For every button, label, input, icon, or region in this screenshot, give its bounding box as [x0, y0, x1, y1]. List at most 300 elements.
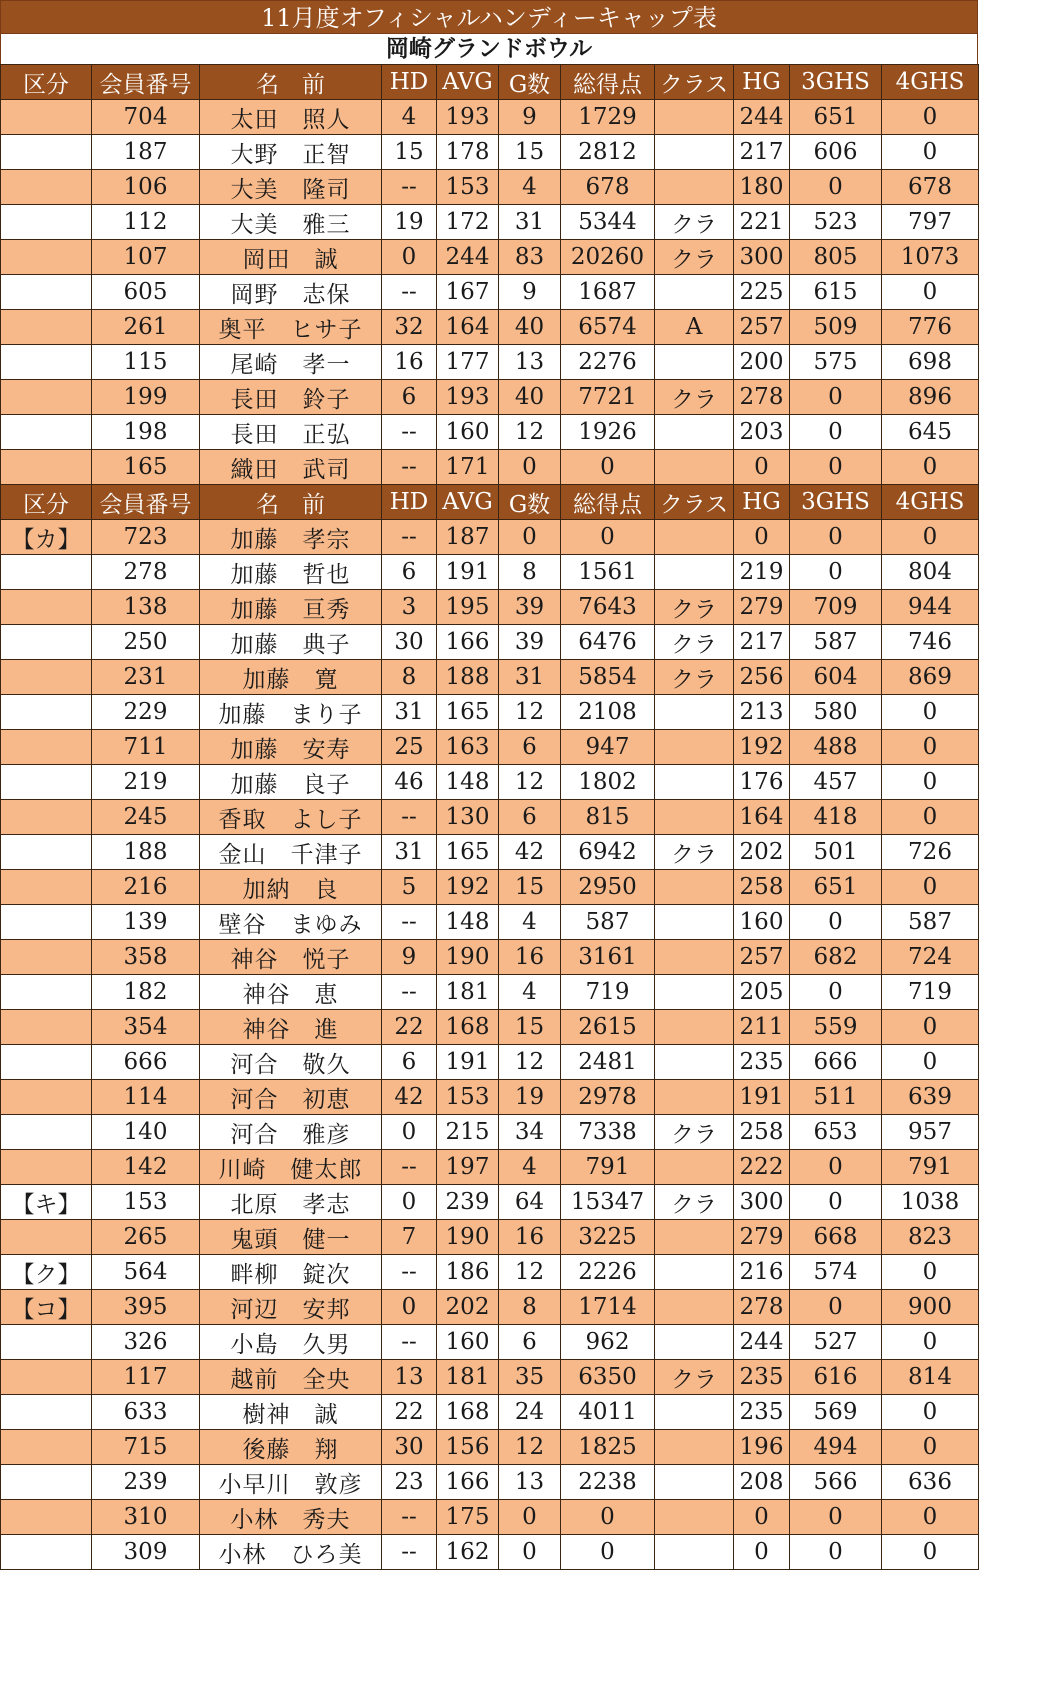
games-cell: 12 — [499, 1045, 561, 1080]
games-cell: 16 — [499, 1220, 561, 1255]
4ghs-cell: 0 — [882, 520, 979, 555]
header-games: G数 — [499, 65, 561, 100]
hd-cell: 5 — [382, 870, 437, 905]
total-score-cell: 6942 — [561, 835, 655, 870]
4ghs-cell: 896 — [882, 380, 979, 415]
header-total: 総得点 — [561, 485, 655, 520]
games-cell: 34 — [499, 1115, 561, 1150]
avg-cell: 168 — [437, 1010, 499, 1045]
4ghs-cell: 678 — [882, 170, 979, 205]
kubun-cell — [1, 1430, 92, 1465]
avg-cell: 156 — [437, 1430, 499, 1465]
member-no-cell: 142 — [92, 1150, 200, 1185]
table-row — [1, 1010, 979, 1045]
3ghs-cell: 651 — [790, 100, 882, 135]
avg-cell: 162 — [437, 1535, 499, 1570]
hd-cell: 13 — [382, 1360, 437, 1395]
hg-cell: 279 — [734, 590, 790, 625]
hd-cell: -- — [382, 275, 437, 310]
member-name-cell: 大美 雅三 — [200, 205, 382, 240]
class-cell — [655, 1080, 734, 1115]
kubun-cell — [1, 170, 92, 205]
3ghs-cell: 0 — [790, 415, 882, 450]
avg-cell: 166 — [437, 1465, 499, 1500]
hd-cell: 6 — [382, 1045, 437, 1080]
kubun-cell — [1, 100, 92, 135]
4ghs-cell: 726 — [882, 835, 979, 870]
games-cell: 12 — [499, 765, 561, 800]
games-cell: 15 — [499, 1010, 561, 1045]
class-cell — [655, 1500, 734, 1535]
total-score-cell: 7338 — [561, 1115, 655, 1150]
header-member-no: 会員番号 — [92, 65, 200, 100]
hg-cell: 257 — [734, 310, 790, 345]
games-cell: 4 — [499, 975, 561, 1010]
class-cell: クラ — [655, 1360, 734, 1395]
member-no-cell: 715 — [92, 1430, 200, 1465]
hg-cell: 257 — [734, 940, 790, 975]
total-score-cell: 2812 — [561, 135, 655, 170]
hg-cell: 196 — [734, 1430, 790, 1465]
kubun-cell — [1, 135, 92, 170]
hg-cell: 278 — [734, 380, 790, 415]
hd-cell: 8 — [382, 660, 437, 695]
member-no-cell: 187 — [92, 135, 200, 170]
3ghs-cell: 488 — [790, 730, 882, 765]
3ghs-cell: 575 — [790, 345, 882, 380]
avg-cell: 160 — [437, 415, 499, 450]
class-cell — [655, 450, 734, 485]
member-name-cell: 小島 久男 — [200, 1325, 382, 1360]
member-name-cell: 川崎 健太郎 — [200, 1150, 382, 1185]
table-row — [1, 310, 979, 345]
avg-cell: 167 — [437, 275, 499, 310]
hg-cell: 203 — [734, 415, 790, 450]
kubun-cell — [1, 345, 92, 380]
games-cell: 0 — [499, 1535, 561, 1570]
member-no-cell: 711 — [92, 730, 200, 765]
games-cell: 6 — [499, 730, 561, 765]
4ghs-cell: 1073 — [882, 240, 979, 275]
total-score-cell: 1926 — [561, 415, 655, 450]
hd-cell: 7 — [382, 1220, 437, 1255]
kubun-cell — [1, 205, 92, 240]
table-header-row — [1, 65, 979, 100]
member-no-cell: 666 — [92, 1045, 200, 1080]
table-row — [1, 1290, 979, 1325]
4ghs-cell: 0 — [882, 1430, 979, 1465]
4ghs-cell: 823 — [882, 1220, 979, 1255]
games-cell: 12 — [499, 415, 561, 450]
header-avg: AVG — [437, 65, 499, 100]
kubun-cell — [1, 1220, 92, 1255]
total-score-cell: 587 — [561, 905, 655, 940]
total-score-cell: 7721 — [561, 380, 655, 415]
class-cell — [655, 1150, 734, 1185]
member-no-cell: 358 — [92, 940, 200, 975]
class-cell — [655, 1535, 734, 1570]
4ghs-cell: 636 — [882, 1465, 979, 1500]
4ghs-cell: 957 — [882, 1115, 979, 1150]
4ghs-cell: 869 — [882, 660, 979, 695]
avg-cell: 191 — [437, 555, 499, 590]
kubun-cell — [1, 625, 92, 660]
table-row — [1, 240, 979, 275]
table-row — [1, 345, 979, 380]
games-cell: 83 — [499, 240, 561, 275]
kubun-cell — [1, 1115, 92, 1150]
avg-cell: 175 — [437, 1500, 499, 1535]
hg-cell: 208 — [734, 1465, 790, 1500]
header-games: G数 — [499, 485, 561, 520]
class-cell: クラ — [655, 380, 734, 415]
hg-cell: 211 — [734, 1010, 790, 1045]
hd-cell: 16 — [382, 345, 437, 380]
3ghs-cell: 0 — [790, 1185, 882, 1220]
avg-cell: 165 — [437, 695, 499, 730]
hg-cell: 258 — [734, 1115, 790, 1150]
class-cell — [655, 1395, 734, 1430]
kubun-cell — [1, 1010, 92, 1045]
member-name-cell: 河合 敬久 — [200, 1045, 382, 1080]
kubun-cell — [1, 800, 92, 835]
kubun-cell — [1, 870, 92, 905]
avg-cell: 181 — [437, 975, 499, 1010]
member-name-cell: 加藤 哲也 — [200, 555, 382, 590]
total-score-cell: 2226 — [561, 1255, 655, 1290]
kubun-cell — [1, 555, 92, 590]
hd-cell: -- — [382, 450, 437, 485]
hd-cell: 46 — [382, 765, 437, 800]
header-hd: HD — [382, 65, 437, 100]
hd-cell: 31 — [382, 835, 437, 870]
table-row — [1, 625, 979, 660]
hd-cell: 22 — [382, 1395, 437, 1430]
member-no-cell: 140 — [92, 1115, 200, 1150]
3ghs-cell: 559 — [790, 1010, 882, 1045]
member-name-cell: 鬼頭 健一 — [200, 1220, 382, 1255]
hd-cell: -- — [382, 800, 437, 835]
games-cell: 12 — [499, 1430, 561, 1465]
3ghs-cell: 457 — [790, 765, 882, 800]
total-score-cell: 2978 — [561, 1080, 655, 1115]
4ghs-cell: 639 — [882, 1080, 979, 1115]
kubun-cell — [1, 310, 92, 345]
total-score-cell: 1714 — [561, 1290, 655, 1325]
member-no-cell: 115 — [92, 345, 200, 380]
class-cell — [655, 415, 734, 450]
hg-cell: 200 — [734, 345, 790, 380]
hg-cell: 0 — [734, 1535, 790, 1570]
3ghs-cell: 653 — [790, 1115, 882, 1150]
avg-cell: 178 — [437, 135, 499, 170]
3ghs-cell: 0 — [790, 1500, 882, 1535]
total-score-cell: 791 — [561, 1150, 655, 1185]
total-score-cell: 0 — [561, 1535, 655, 1570]
3ghs-cell: 527 — [790, 1325, 882, 1360]
games-cell: 12 — [499, 695, 561, 730]
header-hd: HD — [382, 485, 437, 520]
header-avg: AVG — [437, 485, 499, 520]
total-score-cell: 815 — [561, 800, 655, 835]
kubun-cell: 【ク】 — [1, 1255, 92, 1290]
games-cell: 39 — [499, 590, 561, 625]
member-name-cell: 太田 照人 — [200, 100, 382, 135]
kubun-cell — [1, 695, 92, 730]
total-score-cell: 2481 — [561, 1045, 655, 1080]
table-row — [1, 380, 979, 415]
avg-cell: 181 — [437, 1360, 499, 1395]
total-score-cell: 1729 — [561, 100, 655, 135]
header-kubun: 区分 — [1, 65, 92, 100]
hg-cell: 202 — [734, 835, 790, 870]
4ghs-cell: 944 — [882, 590, 979, 625]
member-name-cell: 河合 初恵 — [200, 1080, 382, 1115]
table-header-row — [1, 485, 979, 520]
hg-cell: 217 — [734, 625, 790, 660]
table-row — [1, 450, 979, 485]
4ghs-cell: 0 — [882, 1045, 979, 1080]
total-score-cell: 2615 — [561, 1010, 655, 1045]
member-name-cell: 加藤 良子 — [200, 765, 382, 800]
avg-cell: 188 — [437, 660, 499, 695]
3ghs-cell: 651 — [790, 870, 882, 905]
class-cell — [655, 170, 734, 205]
kubun-cell — [1, 835, 92, 870]
3ghs-cell: 805 — [790, 240, 882, 275]
total-score-cell: 6350 — [561, 1360, 655, 1395]
games-cell: 39 — [499, 625, 561, 660]
games-cell: 12 — [499, 1255, 561, 1290]
table-row — [1, 520, 979, 555]
4ghs-cell: 0 — [882, 1325, 979, 1360]
games-cell: 42 — [499, 835, 561, 870]
hd-cell: 25 — [382, 730, 437, 765]
hg-cell: 235 — [734, 1360, 790, 1395]
avg-cell: 153 — [437, 170, 499, 205]
4ghs-cell: 0 — [882, 730, 979, 765]
hd-cell: 0 — [382, 1115, 437, 1150]
games-cell: 16 — [499, 940, 561, 975]
games-cell: 40 — [499, 380, 561, 415]
4ghs-cell: 0 — [882, 135, 979, 170]
header-3ghs: 3GHS — [790, 65, 882, 100]
kubun-cell: 【コ】 — [1, 1290, 92, 1325]
4ghs-cell: 0 — [882, 1500, 979, 1535]
avg-cell: 160 — [437, 1325, 499, 1360]
avg-cell: 172 — [437, 205, 499, 240]
hg-cell: 221 — [734, 205, 790, 240]
games-cell: 35 — [499, 1360, 561, 1395]
class-cell — [655, 135, 734, 170]
table-row — [1, 905, 979, 940]
4ghs-cell: 814 — [882, 1360, 979, 1395]
member-name-cell: 壁谷 まゆみ — [200, 905, 382, 940]
header-name: 名 前 — [200, 65, 382, 100]
total-score-cell: 0 — [561, 1500, 655, 1535]
avg-cell: 166 — [437, 625, 499, 660]
member-no-cell: 326 — [92, 1325, 200, 1360]
table-row — [1, 660, 979, 695]
avg-cell: 163 — [437, 730, 499, 765]
3ghs-cell: 580 — [790, 695, 882, 730]
member-name-cell: 長田 正弘 — [200, 415, 382, 450]
kubun-cell — [1, 275, 92, 310]
table-row — [1, 1220, 979, 1255]
class-cell: クラ — [655, 1115, 734, 1150]
avg-cell: 191 — [437, 1045, 499, 1080]
total-score-cell: 3161 — [561, 940, 655, 975]
hg-cell: 235 — [734, 1045, 790, 1080]
total-score-cell: 6574 — [561, 310, 655, 345]
games-cell: 0 — [499, 520, 561, 555]
games-cell: 8 — [499, 555, 561, 590]
hg-cell: 300 — [734, 240, 790, 275]
hd-cell: 0 — [382, 1185, 437, 1220]
hg-cell: 205 — [734, 975, 790, 1010]
table-row — [1, 590, 979, 625]
table-row — [1, 100, 979, 135]
table-row — [1, 170, 979, 205]
hg-cell: 216 — [734, 1255, 790, 1290]
member-no-cell: 139 — [92, 905, 200, 940]
table-row — [1, 1465, 979, 1500]
hg-cell: 164 — [734, 800, 790, 835]
class-cell — [655, 730, 734, 765]
3ghs-cell: 501 — [790, 835, 882, 870]
member-no-cell: 231 — [92, 660, 200, 695]
header-4ghs: 4GHS — [882, 485, 979, 520]
table-row — [1, 1500, 979, 1535]
4ghs-cell: 645 — [882, 415, 979, 450]
table-row — [1, 275, 979, 310]
hd-cell: -- — [382, 520, 437, 555]
total-score-cell: 0 — [561, 520, 655, 555]
kubun-cell — [1, 1080, 92, 1115]
3ghs-cell: 0 — [790, 1150, 882, 1185]
avg-cell: 171 — [437, 450, 499, 485]
table-body — [1, 100, 979, 1570]
member-no-cell: 106 — [92, 170, 200, 205]
hg-cell: 176 — [734, 765, 790, 800]
avg-cell: 239 — [437, 1185, 499, 1220]
member-name-cell: 後藤 翔 — [200, 1430, 382, 1465]
member-no-cell: 153 — [92, 1185, 200, 1220]
header-hg: HG — [734, 65, 790, 100]
avg-cell: 186 — [437, 1255, 499, 1290]
4ghs-cell: 0 — [882, 450, 979, 485]
4ghs-cell: 698 — [882, 345, 979, 380]
hd-cell: 0 — [382, 240, 437, 275]
member-name-cell: 奥平 ヒサ子 — [200, 310, 382, 345]
class-cell — [655, 1255, 734, 1290]
member-name-cell: 小林 ひろ美 — [200, 1535, 382, 1570]
bowling-center-name: 岡崎グランドボウル — [0, 34, 978, 64]
games-cell: 0 — [499, 450, 561, 485]
hd-cell: -- — [382, 1535, 437, 1570]
games-cell: 6 — [499, 1325, 561, 1360]
class-cell: クラ — [655, 240, 734, 275]
member-name-cell: 加納 良 — [200, 870, 382, 905]
class-cell — [655, 905, 734, 940]
games-cell: 64 — [499, 1185, 561, 1220]
member-no-cell: 229 — [92, 695, 200, 730]
header-3ghs: 3GHS — [790, 485, 882, 520]
member-no-cell: 239 — [92, 1465, 200, 1500]
games-cell: 4 — [499, 1150, 561, 1185]
class-cell — [655, 100, 734, 135]
member-name-cell: 畔柳 錠次 — [200, 1255, 382, 1290]
hg-cell: 0 — [734, 450, 790, 485]
member-name-cell: 河辺 安邦 — [200, 1290, 382, 1325]
hg-cell: 278 — [734, 1290, 790, 1325]
member-no-cell: 310 — [92, 1500, 200, 1535]
total-score-cell: 1802 — [561, 765, 655, 800]
hd-cell: -- — [382, 975, 437, 1010]
hd-cell: 0 — [382, 1290, 437, 1325]
games-cell: 8 — [499, 1290, 561, 1325]
member-name-cell: 香取 よし子 — [200, 800, 382, 835]
total-score-cell: 3225 — [561, 1220, 655, 1255]
total-score-cell: 2108 — [561, 695, 655, 730]
sheet-title: 11月度オフィシャルハンディーキャップ表 — [0, 0, 978, 34]
avg-cell: 168 — [437, 1395, 499, 1430]
class-cell: クラ — [655, 1185, 734, 1220]
table-row — [1, 205, 979, 240]
total-score-cell: 2238 — [561, 1465, 655, 1500]
avg-cell: 177 — [437, 345, 499, 380]
member-name-cell: 加藤 安寿 — [200, 730, 382, 765]
class-cell — [655, 870, 734, 905]
member-name-cell: 大美 隆司 — [200, 170, 382, 205]
games-cell: 40 — [499, 310, 561, 345]
table-row — [1, 1360, 979, 1395]
class-cell — [655, 940, 734, 975]
hd-cell: -- — [382, 1325, 437, 1360]
member-name-cell: 織田 武司 — [200, 450, 382, 485]
kubun-cell — [1, 765, 92, 800]
total-score-cell: 1561 — [561, 555, 655, 590]
member-name-cell: 小林 秀夫 — [200, 1500, 382, 1535]
member-no-cell: 198 — [92, 415, 200, 450]
hd-cell: 19 — [382, 205, 437, 240]
kubun-cell — [1, 415, 92, 450]
member-no-cell: 265 — [92, 1220, 200, 1255]
class-cell — [655, 1220, 734, 1255]
total-score-cell: 1825 — [561, 1430, 655, 1465]
avg-cell: 130 — [437, 800, 499, 835]
avg-cell: 164 — [437, 310, 499, 345]
total-score-cell: 962 — [561, 1325, 655, 1360]
class-cell — [655, 800, 734, 835]
header-total: 総得点 — [561, 65, 655, 100]
member-no-cell: 704 — [92, 100, 200, 135]
header-hg: HG — [734, 485, 790, 520]
kubun-cell — [1, 905, 92, 940]
kubun-cell — [1, 450, 92, 485]
hg-cell: 244 — [734, 1325, 790, 1360]
class-cell — [655, 345, 734, 380]
member-no-cell: 395 — [92, 1290, 200, 1325]
3ghs-cell: 604 — [790, 660, 882, 695]
kubun-cell — [1, 1325, 92, 1360]
kubun-cell — [1, 1045, 92, 1080]
avg-cell: 187 — [437, 520, 499, 555]
hd-cell: -- — [382, 1500, 437, 1535]
member-name-cell: 加藤 典子 — [200, 625, 382, 660]
hd-cell: 32 — [382, 310, 437, 345]
class-cell — [655, 520, 734, 555]
